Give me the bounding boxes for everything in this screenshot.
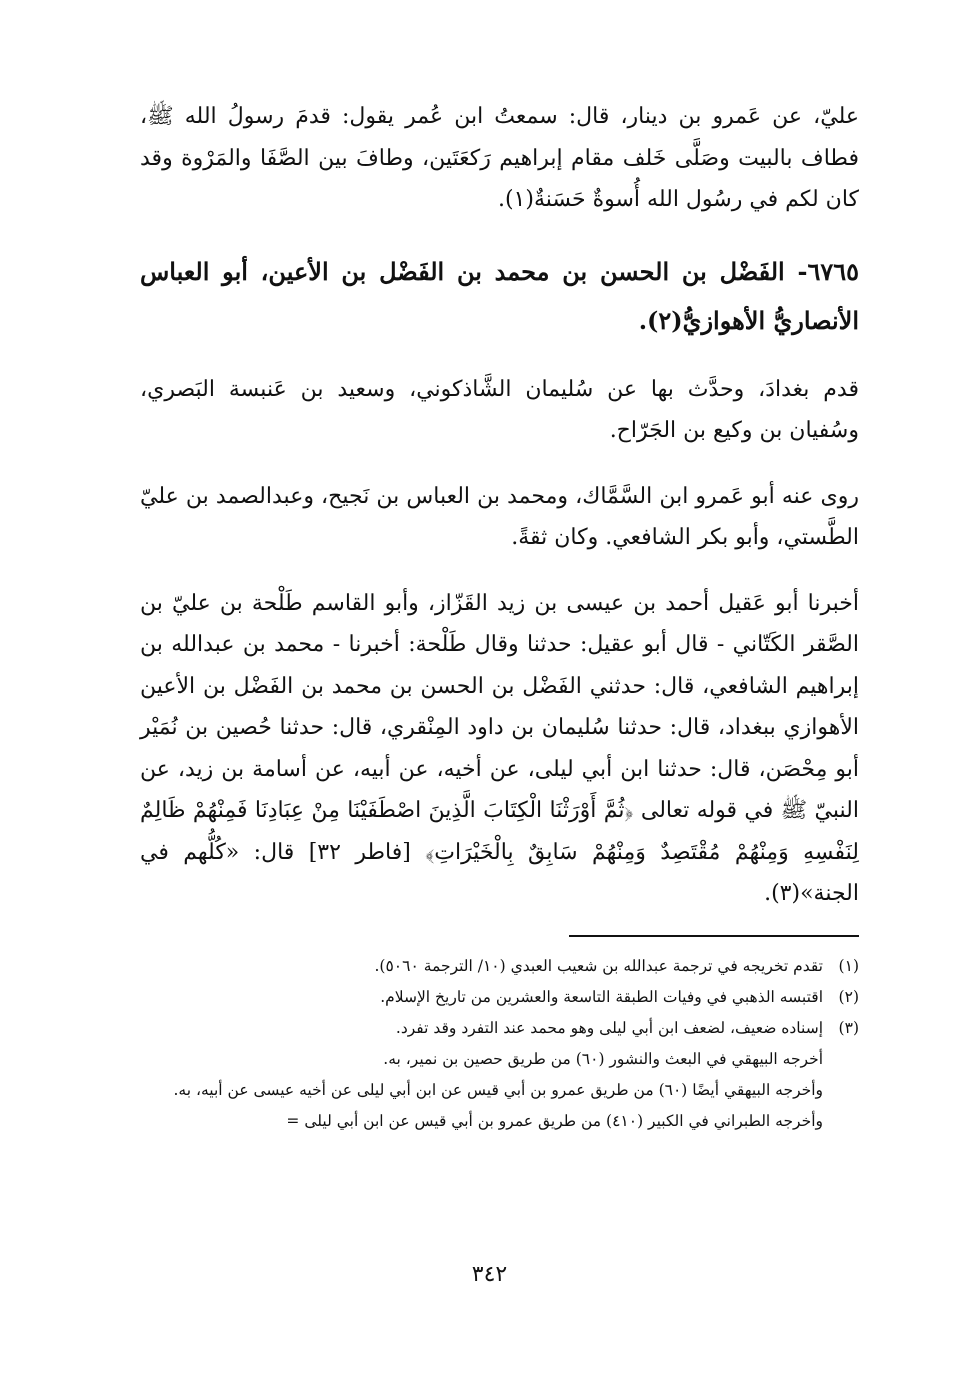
- footnote-number: (٣): [838, 1018, 859, 1037]
- footnote-number: (١): [838, 956, 859, 975]
- paragraph-hadith-intro: عليّ، عن عَمرو بن دينار، قال: سمعتُ ابن عُمر يقول: قدمَ رسولُ الله ﷺ، فطاف بالبيت وصَلَّى خَلف مقام إبراهيم رَكعَتَين، وطافَ بين الصَّفَا والمَرْوة وقد كان لكم في رسُول الله أُسوةٌ حَسَنةٌ(١).: [140, 104, 859, 212]
- footnote-2: [140, 982, 859, 1013]
- footnote-3-continuation-3: وأخرجه الطبراني في الكبير (٤١٠) من طريق عمرو بن أبي قيس عن ابن أبي ليلى =: [286, 1111, 823, 1130]
- footnote-text: اقتبسه الذهبي في وفيات الطبقة التاسعة والعشرين من تاريخ الإسلام.: [380, 987, 823, 1006]
- paragraph-travels: قدم بغدادَ، وحدَّث بها عن سُليمان الشَّاذكوني، وسعيد بن عَنبسة البَصري، وسُفيان بن وكيع بن الجَرّاح.: [140, 376, 859, 443]
- footnote-number: (٢): [838, 987, 859, 1006]
- footnote-3: [140, 1013, 859, 1044]
- footnote-text: تقدم تخريجه في ترجمة عبدالله بن شعيب العبدي (١٠/ الترجمة ٥٠٦٠).: [374, 956, 823, 975]
- footnote-1: [140, 951, 859, 982]
- footnotes: [140, 951, 859, 1137]
- footnote-3-continuation-2: وأخرجه البيهقي أيضًا (٦٠) من طريق عمرو بن أبي قيس عن ابن أبي ليلى عن أخيه عيسى عن أبيه، به.: [173, 1080, 823, 1099]
- footnote-text: إسناده ضعيف، لضعف ابن أبي ليلى وهو محمد عند التفرد وقد تفرد.: [395, 1018, 823, 1037]
- paragraph-narrators: روى عنه أبو عَمرو ابن السَّمَّاك، ومحمد بن العباس بن نَجيح، وعبدالصمد بن عليّ الطَّستي، وأبو بكر الشافعي. وكان ثقةً.: [140, 483, 859, 550]
- footnote-3-continuation-1: أخرجه البيهقي في البعث والنشور (٦٠) من طريق حصين بن نمير، به.: [383, 1049, 823, 1068]
- paragraph-isnad: أخبرنا أبو عَقيل أحمد بن عيسى بن زيد القَزّاز، وأبو القاسم طَلْحة بن عليّ بن الصَّقر الكَتّاني - قال أبو عقيل: حدثنا وقال طَلْحة: أخبرنا - محمد بن عبدالله بن إبراهيم الشافعي، قال: حدثني الفَضْل بن الحسن بن محمد بن الفَضْل بن الأعين الأهوازي ببغداد، قال: حدثنا سُليمان بن داود المِنْقري، قال: حدثنا حُصين بن نُمَيْر أبو مِحْصَن، قال: حدثنا ابن أبي ليلى، عن أخيه، عن أبيه، عن أسامة بن زيد، عن النبيّ ﷺ في قوله تعالى ﴿ثُمَّ أَوْرَثْنَا الْكِتَابَ الَّذِينَ اصْطَفَيْنَا مِنْ عِبَادِنَا فَمِنْهُمْ ظَالِمٌ لِنَفْسِهِ وَمِنْهُمْ مُقْتَصِدٌ وَمِنْهُمْ سَابِقٌ بِالْخَيْرَاتِ﴾ [فاطر ٣٢] قال: «كُلُّهم في الجنة»(٣).: [140, 590, 859, 906]
- footnote-separator: [569, 935, 859, 937]
- page-number: ٣٤٢: [471, 1262, 508, 1287]
- biography-heading: ٦٧٦٥- الفَضْل بن الحسن بن محمد بن الفَضْل بن الأعين، أبو العباس الأنصاريُّ الأهوازيُّ(٢).: [140, 256, 859, 335]
